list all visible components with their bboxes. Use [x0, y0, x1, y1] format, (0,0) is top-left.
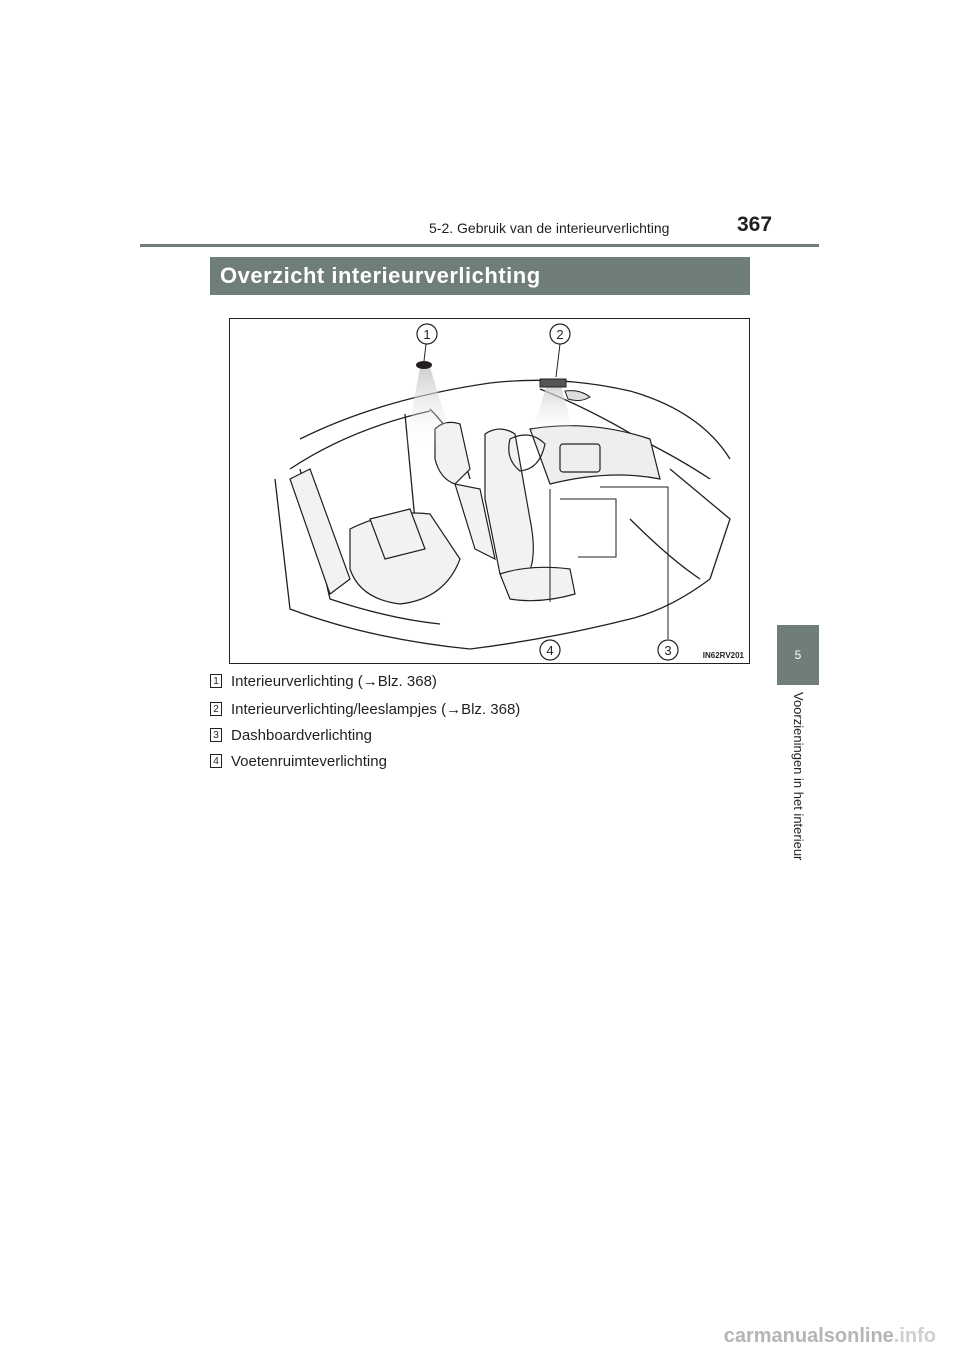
legend-item-1	[210, 670, 437, 692]
watermark-suffix: .info	[893, 1325, 936, 1347]
page-number: 367	[737, 213, 773, 236]
running-header-section: 5-2. Gebruik van de interieurverlichting	[429, 220, 670, 236]
chapter-label: Voorzieningen in het interieur	[791, 692, 806, 861]
legend-number-1: 1	[210, 674, 222, 688]
legend-item-4	[210, 750, 387, 772]
watermark-main: carmanualsonline	[723, 1325, 894, 1347]
figure-code: IN62RV201	[702, 651, 744, 660]
rear-view-mirror	[565, 391, 590, 401]
dome-lamp	[416, 361, 432, 369]
header-divider	[140, 244, 819, 247]
legend-text-3: Dashboardverlichting	[231, 726, 372, 744]
section-title: Overzicht interieurverlichting	[220, 263, 541, 288]
legend-text-1: Interieurverlichting (→Blz. 368)	[231, 672, 437, 690]
legend-text-4: Voetenruimteverlichting	[231, 752, 387, 770]
callout-2-label: 2	[556, 327, 564, 342]
legend-text-2: Interieurverlichting/leeslampjes (→Blz. 368)	[231, 700, 521, 718]
chapter-number: 5	[794, 648, 802, 662]
legend-number-2: 2	[210, 702, 222, 716]
legend-item-2	[210, 698, 520, 720]
reading-lamp	[540, 379, 566, 387]
legend-number-4: 4	[210, 754, 222, 768]
rear-seats	[290, 469, 460, 604]
legend-item-3	[210, 724, 372, 746]
callout-4-label: 4	[546, 643, 554, 658]
site-watermark	[724, 1325, 936, 1348]
reading-light-beam	[530, 381, 575, 439]
callout-1-label: 1	[423, 327, 431, 342]
dome-light-beam	[405, 367, 455, 449]
callout-3-label: 3	[664, 643, 672, 658]
chapter-tab	[777, 625, 819, 685]
section-title-banner	[210, 257, 750, 295]
car-interior-drawing	[230, 319, 751, 665]
legend-number-3: 3	[210, 728, 222, 742]
interior-illustration	[229, 318, 750, 664]
